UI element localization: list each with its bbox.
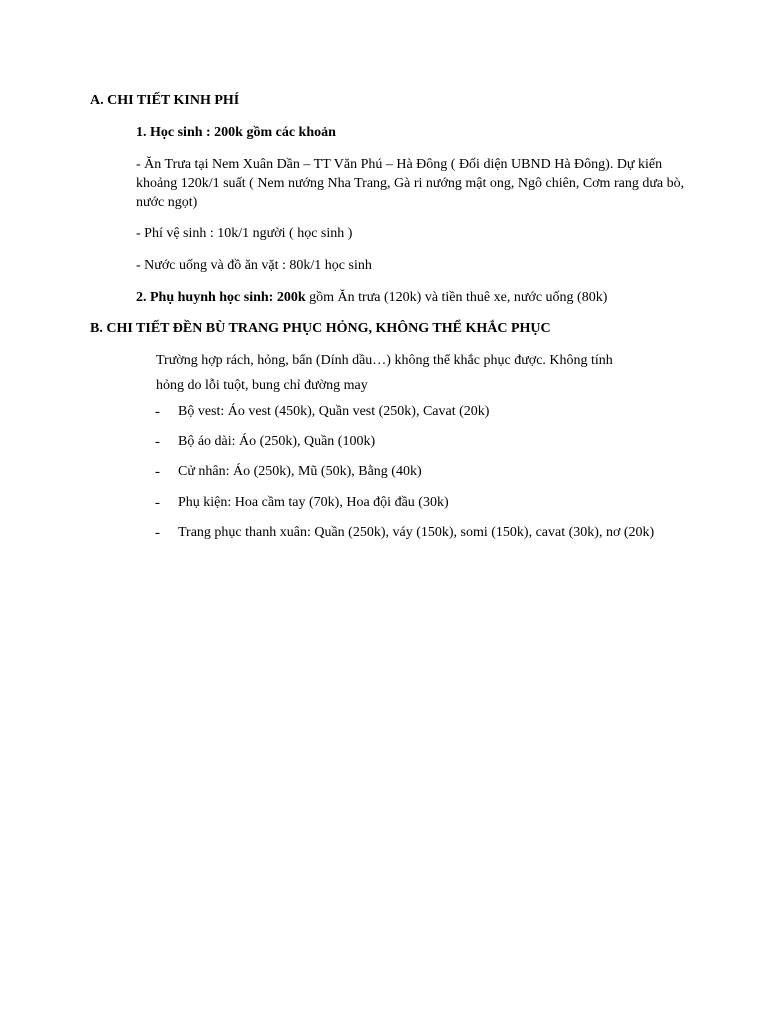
lunch-details-paragraph: - Ăn Trưa tại Nem Xuân Dần – TT Văn Phú – Hà Đông ( Đối diện UBND Hà Đông). Dự kiến khoảng 120k/1 suất ( Nem nướng Nha Trang, Gà ri nướng mật ong, Ngô chiên, Cơm rang dưa bò, nước ngọt) [136,157,685,210]
section-a-heading: A. CHI TIẾT KINH PHÍ [90,93,240,108]
list-item-text: Cử nhân: Áo (250k), Mũ (50k), Bằng (40k) [178,464,422,479]
intro-line-1: Trường hợp rách, hỏng, bẩn (Dính dầu…) không thể khắc phục được. Không tính [156,353,613,368]
parent-cost-title: 2. Phụ huynh học sinh: 200k [136,290,306,305]
list-item-text: Trang phục thanh xuân: Quần (250k), váy (150k), somi (150k), cavat (30k), nơ (20k) [178,525,655,540]
bullet-dash: - [155,525,160,541]
list-item-text: Phụ kiện: Hoa cầm tay (70k), Hoa đội đầu (30k) [178,495,449,510]
bullet-dash: - [155,434,160,450]
parent-cost-line [136,289,607,307]
intro-line-2: hỏng do lỗi tuột, bung chỉ đường may [156,378,368,393]
parent-cost-details: gồm Ăn trưa (120k) và tiền thuê xe, nước uống (80k) [305,290,608,305]
section-b-heading: B. CHI TIẾT ĐỀN BÙ TRANG PHỤC HỎNG, KHÔNG THỂ KHẮC PHỤC [90,321,551,336]
list-item-text: Bộ vest: Áo vest (450k), Quần vest (250k), Cavat (20k) [178,404,490,419]
bullet-dash: - [155,495,160,511]
bullet-dash: - [155,404,160,420]
bullet-dash: - [155,464,160,480]
snacks-line: - Nước uống và đồ ăn vặt : 80k/1 học sinh [136,258,372,273]
toilet-fee-line: - Phí vệ sinh : 10k/1 người ( học sinh ) [136,226,353,241]
list-item-text: Bộ áo dài: Áo (250k), Quần (100k) [178,434,376,449]
student-cost-title: 1. Học sinh : 200k gồm các khoản [136,125,336,140]
